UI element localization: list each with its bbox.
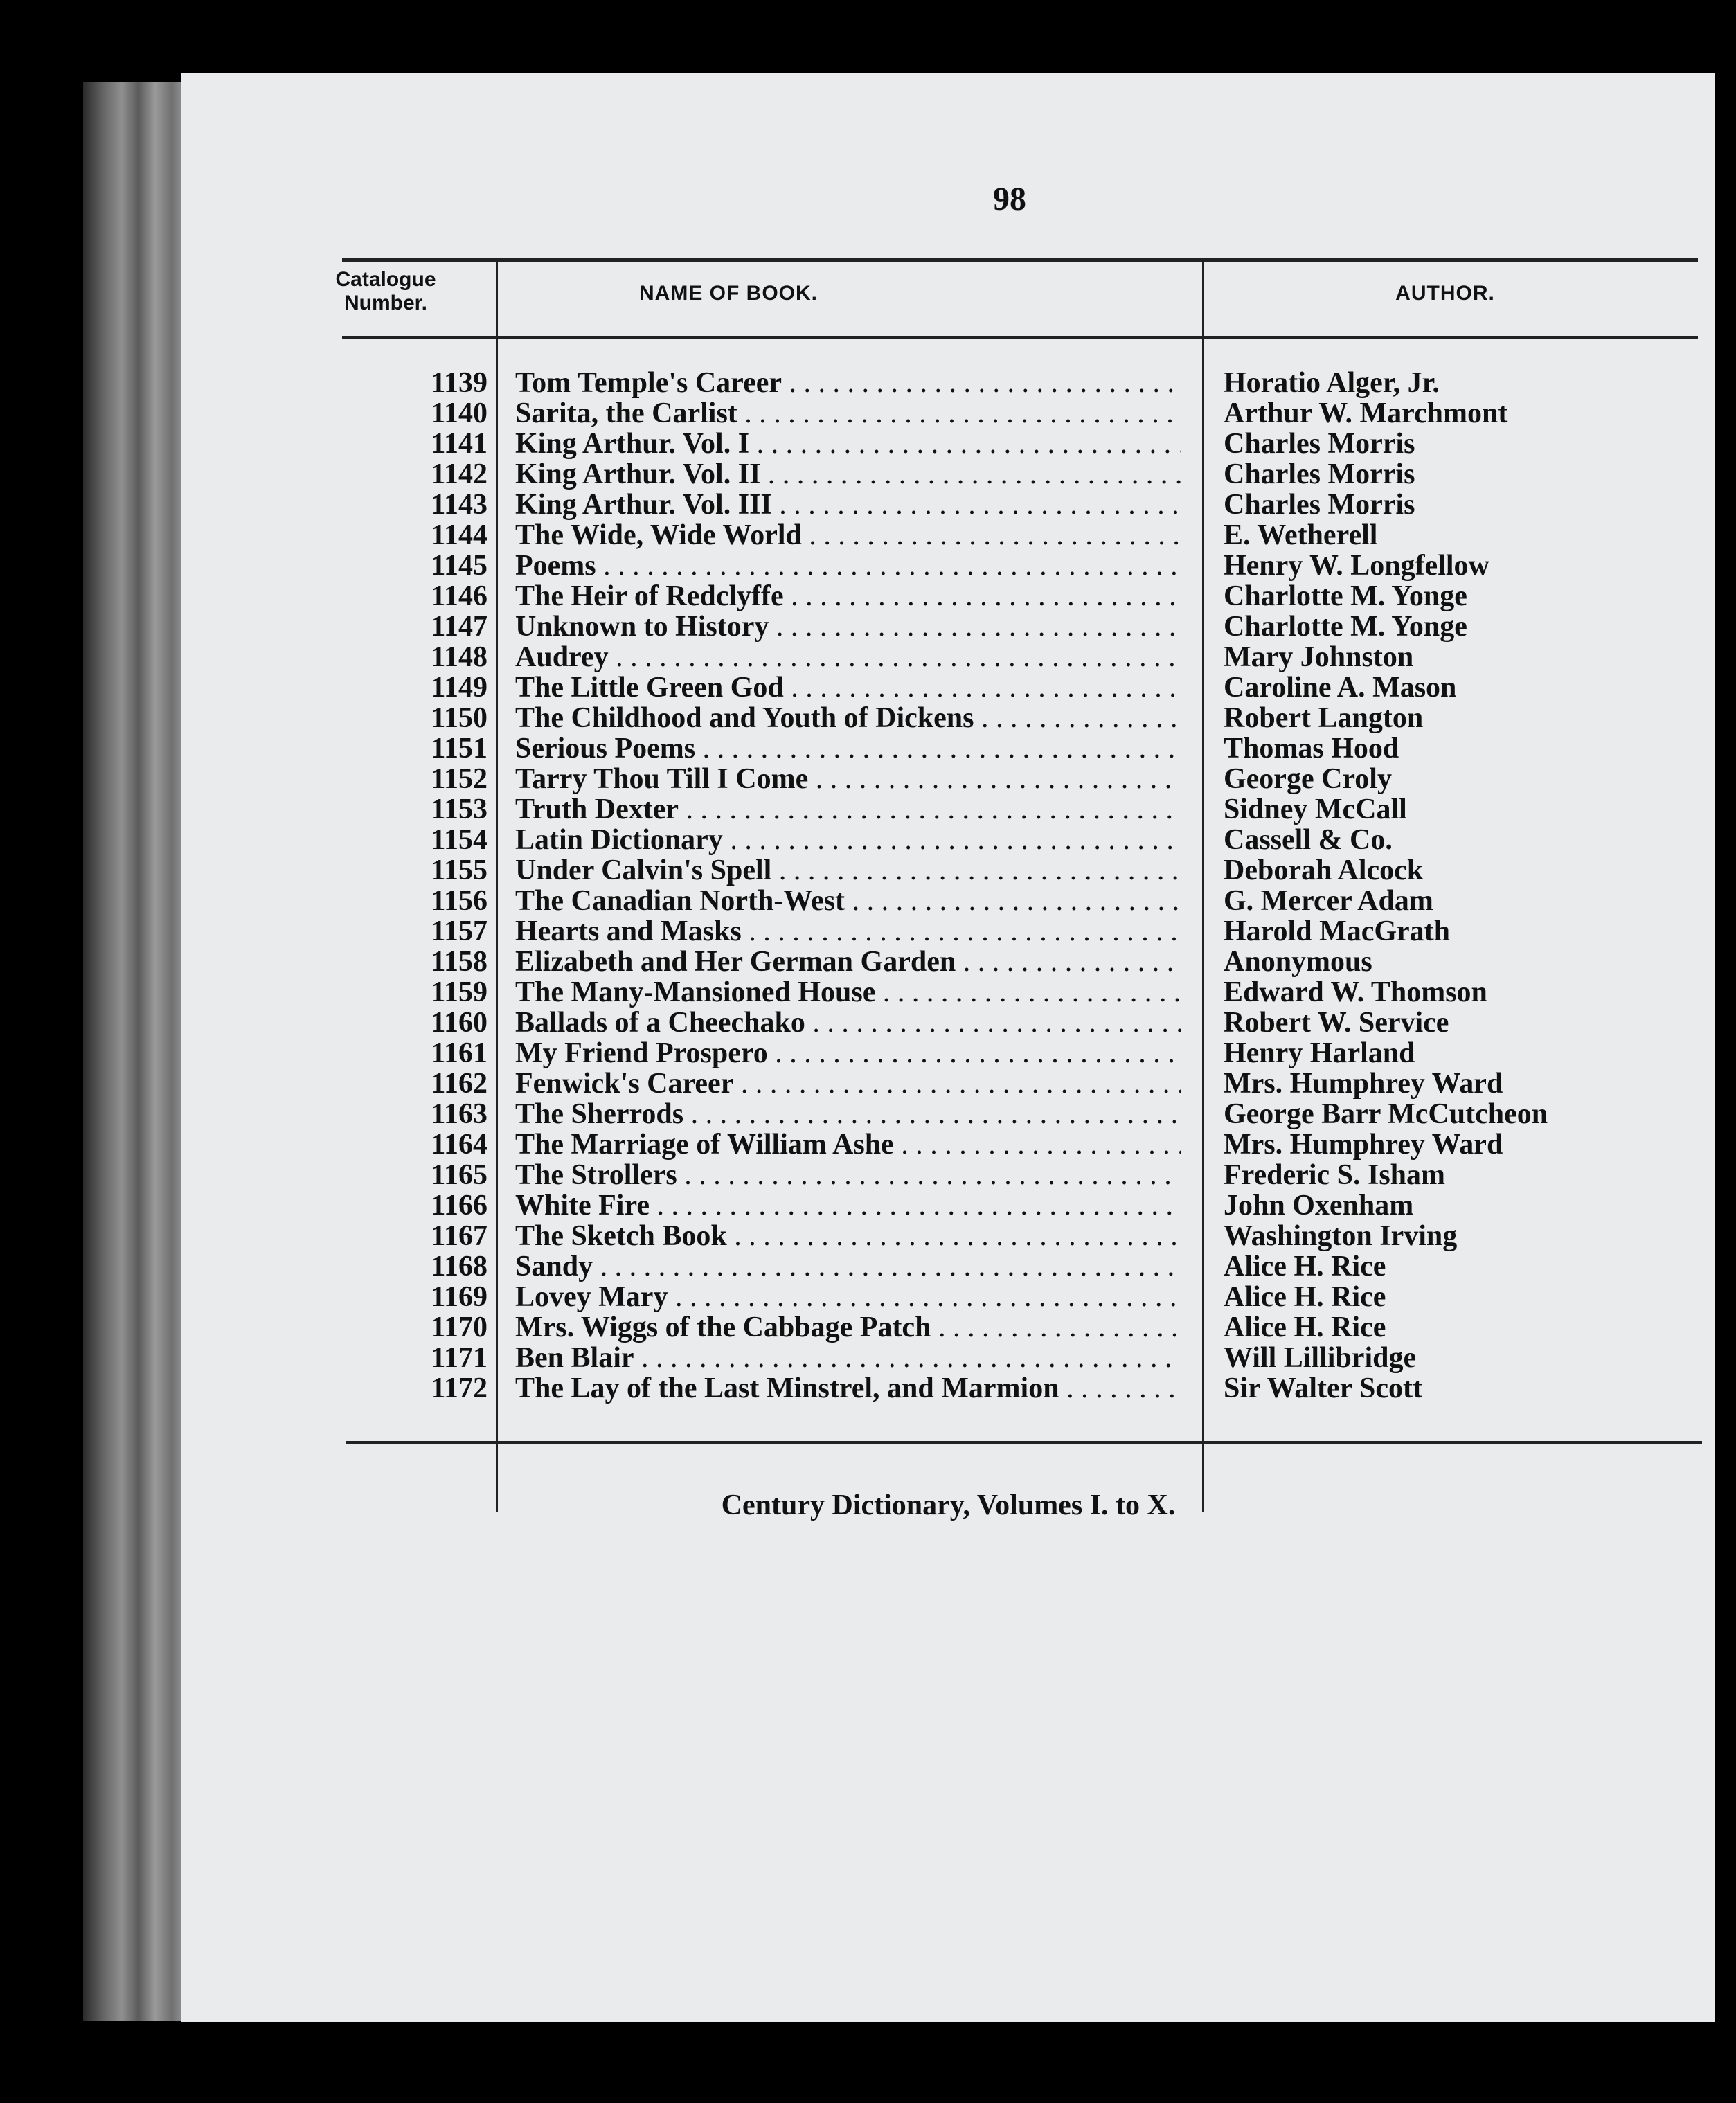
book-title: The Wide, Wide World . . . — [515, 520, 1181, 551]
catalogue-number: 1147 — [431, 611, 487, 643]
book-author: George Barr McCutcheon — [1224, 1098, 1548, 1130]
book-title: Hearts and Masks . . . — [515, 916, 1181, 947]
book-author: Charles Morris — [1224, 458, 1415, 490]
catalogue-number: 1171 — [431, 1342, 487, 1374]
book-author: Charles Morris — [1224, 428, 1415, 460]
book-author: Edward W. Thomson — [1224, 976, 1487, 1008]
catalogue-number: 1159 — [431, 976, 487, 1008]
catalogue-number: 1139 — [431, 367, 487, 399]
catalogue-number: 1144 — [431, 519, 487, 551]
book-author: Harold MacGrath — [1224, 915, 1451, 947]
header-bottom-rule — [342, 336, 1698, 339]
book-author: Anonymous — [1224, 946, 1372, 978]
table-top-rule — [342, 258, 1698, 262]
table-row — [181, 611, 1715, 642]
book-title: My Friend Prospero . . . — [515, 1038, 1181, 1068]
book-title: King Arthur. Vol. I . . . — [515, 429, 1181, 459]
table-row — [181, 1282, 1715, 1312]
table-row — [181, 1221, 1715, 1251]
table-row — [181, 642, 1715, 672]
catalogue-number: 1155 — [431, 854, 487, 886]
catalogue-number: 1146 — [431, 580, 487, 612]
page-number: 98 — [993, 181, 1026, 217]
table-row — [181, 1129, 1715, 1160]
table-row — [181, 825, 1715, 855]
table-row — [181, 398, 1715, 429]
table-row — [181, 886, 1715, 916]
table-row — [181, 855, 1715, 886]
catalogue-number: 1158 — [431, 946, 487, 978]
catalogue-page — [181, 73, 1715, 2022]
table-row — [181, 520, 1715, 551]
catalogue-number: 1141 — [431, 428, 487, 460]
table-row — [181, 551, 1715, 581]
book-author: Cassell & Co. — [1224, 824, 1393, 856]
book-title: Fenwick's Career . . . — [515, 1068, 1181, 1099]
book-author: George Croly — [1224, 763, 1392, 795]
book-author: E. Wetherell — [1224, 519, 1378, 551]
table-row — [181, 368, 1715, 398]
table-row — [181, 977, 1715, 1008]
book-author: Deborah Alcock — [1224, 854, 1424, 886]
table-row — [181, 1099, 1715, 1129]
table-row — [181, 1068, 1715, 1099]
catalogue-number: 1154 — [431, 824, 487, 856]
catalogue-number: 1164 — [431, 1129, 487, 1161]
book-title: Ben Blair . . . — [515, 1343, 1181, 1373]
book-author: Arthur W. Marchmont — [1224, 397, 1508, 429]
book-author: Horatio Alger, Jr. — [1224, 367, 1440, 399]
catalogue-number: 1140 — [431, 397, 487, 429]
table-row — [181, 764, 1715, 794]
table-row — [181, 1373, 1715, 1404]
page-edges — [83, 82, 194, 2021]
book-author: John Oxenham — [1224, 1190, 1414, 1221]
book-title: Tarry Thou Till I Come . . . — [515, 764, 1181, 794]
book-author: Mary Johnston — [1224, 641, 1414, 673]
book-title: King Arthur. Vol. II . . . — [515, 459, 1181, 490]
name-of-book-header: NAME OF BOOK. — [639, 282, 818, 305]
table-row — [181, 1312, 1715, 1343]
book-author: Henry Harland — [1224, 1037, 1415, 1069]
book-title: The Heir of Redclyffe . . . — [515, 581, 1181, 611]
catalogue-number: 1143 — [431, 489, 487, 521]
table-row — [181, 581, 1715, 611]
author-header: AUTHOR. — [1395, 282, 1495, 305]
book-author: Mrs. Humphrey Ward — [1224, 1129, 1503, 1161]
catalogue-table-body — [181, 368, 1715, 1404]
book-title: Poems . . . — [515, 551, 1181, 581]
catalogue-number: 1168 — [431, 1251, 487, 1282]
catalogue-number: 1165 — [431, 1159, 487, 1191]
book-title: Mrs. Wiggs of the Cabbage Patch . . . — [515, 1312, 1181, 1343]
book-author: Caroline A. Mason — [1224, 672, 1457, 704]
table-row — [181, 459, 1715, 490]
catalogue-number: 1148 — [431, 641, 487, 673]
footer-note: Century Dictionary, Volumes I. to X. — [721, 1489, 1176, 1521]
catalogue-number: 1149 — [431, 672, 487, 704]
book-author: Thomas Hood — [1224, 733, 1399, 764]
book-author: Charlotte M. Yonge — [1224, 580, 1467, 612]
table-row — [181, 733, 1715, 764]
catalogue-number: 1156 — [431, 885, 487, 917]
catalogue-number: 1160 — [431, 1007, 487, 1039]
book-author: Sir Walter Scott — [1224, 1372, 1422, 1404]
book-title: The Strollers . . . — [515, 1160, 1181, 1190]
book-title: Lovey Mary . . . — [515, 1282, 1181, 1312]
book-title: The Lay of the Last Minstrel, and Marmion . . . — [515, 1373, 1181, 1404]
book-author: Sidney McCall — [1224, 794, 1407, 825]
catalogue-number: 1166 — [431, 1190, 487, 1221]
book-title: Under Calvin's Spell . . . — [515, 855, 1181, 886]
catalogue-number: 1152 — [431, 763, 487, 795]
book-title: King Arthur. Vol. III . . . — [515, 490, 1181, 520]
table-row — [181, 1190, 1715, 1221]
book-author: Charlotte M. Yonge — [1224, 611, 1467, 643]
table-row — [181, 794, 1715, 825]
catalogue-number: 1167 — [431, 1220, 487, 1252]
book-author: G. Mercer Adam — [1224, 885, 1433, 917]
book-title: The Marriage of William Ashe . . . — [515, 1129, 1181, 1160]
catalogue-number: 1161 — [431, 1037, 487, 1069]
book-title: Truth Dexter . . . — [515, 794, 1181, 825]
catalogue-number: 1163 — [431, 1098, 487, 1130]
catalogue-number: 1162 — [431, 1068, 487, 1100]
catalogue-number: 1157 — [431, 915, 487, 947]
book-title: Unknown to History . . . — [515, 611, 1181, 642]
catalogue-header-line1: Catalogue — [335, 268, 436, 291]
catalogue-number: 1151 — [431, 733, 487, 764]
table-row — [181, 490, 1715, 520]
book-author: Will Lillibridge — [1224, 1342, 1417, 1374]
book-author: Alice H. Rice — [1224, 1251, 1386, 1282]
catalogue-header-line2: Number. — [343, 292, 428, 314]
book-title: White Fire . . . — [515, 1190, 1181, 1221]
catalogue-number-header — [327, 268, 445, 315]
book-author: Robert W. Service — [1224, 1007, 1449, 1039]
book-title: Serious Poems . . . — [515, 733, 1181, 764]
catalogue-number: 1172 — [431, 1372, 487, 1404]
book-title: Tom Temple's Career . . . — [515, 368, 1181, 398]
book-author: Frederic S. Isham — [1224, 1159, 1446, 1191]
book-author: Robert Langton — [1224, 702, 1424, 734]
book-author: Charles Morris — [1224, 489, 1415, 521]
catalogue-number: 1153 — [431, 794, 487, 825]
table-row — [181, 672, 1715, 703]
table-bottom-rule — [346, 1441, 1702, 1444]
catalogue-number: 1169 — [431, 1281, 487, 1313]
table-row — [181, 703, 1715, 733]
book-author: Mrs. Humphrey Ward — [1224, 1068, 1503, 1100]
book-title: Sandy . . . — [515, 1251, 1181, 1282]
book-title: Audrey . . . — [515, 642, 1181, 672]
book-title: The Canadian North-West . . . — [515, 886, 1181, 916]
table-row — [181, 1343, 1715, 1373]
book-title: Ballads of a Cheechako . . . — [515, 1008, 1181, 1038]
book-title: The Sherrods . . . — [515, 1099, 1181, 1129]
book-title: Elizabeth and Her German Garden . . . — [515, 947, 1181, 977]
table-row — [181, 1038, 1715, 1068]
table-row — [181, 1160, 1715, 1190]
book-author: Alice H. Rice — [1224, 1281, 1386, 1313]
book-author: Henry W. Longfellow — [1224, 550, 1489, 582]
book-title: The Many-Mansioned House . . . — [515, 977, 1181, 1008]
book-title: Sarita, the Carlist . . . — [515, 398, 1181, 429]
table-row — [181, 1008, 1715, 1038]
book-title: Latin Dictionary . . . — [515, 825, 1181, 855]
book-title: The Sketch Book . . . — [515, 1221, 1181, 1251]
book-author: Alice H. Rice — [1224, 1312, 1386, 1343]
table-row — [181, 1251, 1715, 1282]
table-row — [181, 916, 1715, 947]
table-row — [181, 947, 1715, 977]
table-row — [181, 429, 1715, 459]
book-title: The Childhood and Youth of Dickens . . . — [515, 703, 1181, 733]
catalogue-number: 1142 — [431, 458, 487, 490]
catalogue-number: 1145 — [431, 550, 487, 582]
book-author: Washington Irving — [1224, 1220, 1458, 1252]
catalogue-number: 1150 — [431, 702, 487, 734]
book-title: The Little Green God . . . — [515, 672, 1181, 703]
catalogue-number: 1170 — [431, 1312, 487, 1343]
